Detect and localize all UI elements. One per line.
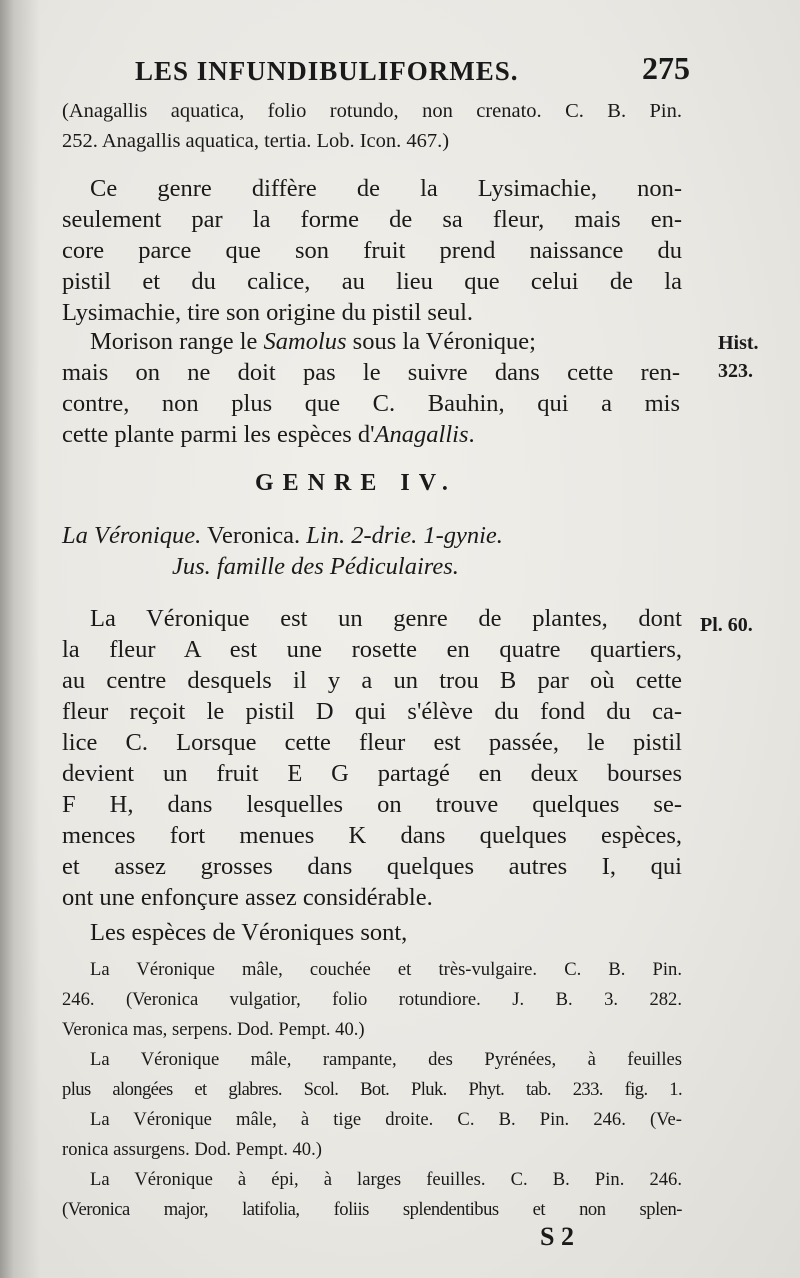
linnaeus-ref: Lin.	[306, 522, 346, 549]
species-line: La Véronique mâle, à tige droite. C. B. Pin. 246. (Ve-	[90, 1109, 682, 1130]
text-line: core parce que son fruit prend naissance du	[62, 237, 682, 264]
reference-line: 252. Anagallis aquatica, tertia. Lob. Icon. 467.)	[62, 130, 450, 152]
italic-term: Anagallis	[374, 421, 469, 448]
species-line: La Véronique à épi, à larges feuilles. C. B. Pin. 246.	[90, 1169, 682, 1190]
text-line	[62, 419, 680, 450]
genus-line	[62, 520, 682, 551]
genus-name: La Véronique.	[62, 522, 202, 549]
text-line	[62, 326, 680, 357]
text-line: Lysimachie, tire son origine du pistil seul.	[62, 299, 473, 326]
text-line: La Véronique est un genre de plantes, dont	[90, 605, 682, 632]
reference-line: (Anagallis aquatica, folio rotundo, non crenato. C. B. Pin.	[62, 100, 682, 122]
species-line: ronica assurgens. Dod. Pempt. 40.)	[62, 1139, 322, 1160]
species-line: La Véronique mâle, rampante, des Pyrénées, à feuilles	[90, 1049, 682, 1070]
species-line: plus alongées et glabres. Scol. Bot. Pluk. Phyt. tab. 233. fig. 1.	[62, 1079, 682, 1100]
species-line: La Véronique mâle, couchée et très-vulgaire. C. B. Pin.	[90, 959, 682, 980]
text-line: mais on ne doit pas le suivre dans cette ren-	[62, 359, 680, 386]
species-line: Veronica mas, serpens. Dod. Pempt. 40.)	[62, 1019, 365, 1040]
text-line: ont une enfonçure assez considérable.	[62, 884, 433, 911]
text-line: devient un fruit E G partagé en deux bourses	[62, 760, 682, 787]
italic-term: Samolus	[263, 328, 347, 355]
paragraph-1	[62, 173, 682, 328]
text-fragment: .	[468, 421, 475, 448]
paragraph-2	[62, 326, 680, 450]
page-number: 275	[642, 50, 690, 86]
species-line: (Veronica major, latifolia, foliis splendentibus et non splen-	[62, 1199, 682, 1220]
margin-note-hist-ref: 323.	[718, 360, 753, 382]
species-line: 246. (Veronica vulgatior, folio rotundiore. J. B. 3. 282.	[62, 989, 682, 1010]
species-intro	[62, 917, 682, 948]
text-line: mences fort menues K dans quelques espèces,	[62, 822, 682, 849]
text-line: contre, non plus que C. Bauhin, qui a mis	[62, 390, 680, 417]
linnaeus-class: 2-drie. 1-gynie.	[345, 522, 503, 549]
genre-heading: GENRE IV.	[255, 470, 457, 496]
signature-mark: S 2	[540, 1222, 574, 1251]
text-line: seulement par la forme de sa fleur, mais en-	[62, 206, 682, 233]
text-line: Les espèces de Véroniques sont,	[90, 919, 408, 946]
genus-latin: Veronica.	[201, 522, 307, 549]
text-line: pistil et du calice, au lieu que celui de la	[62, 268, 682, 295]
text-fragment: Morison range le	[90, 328, 264, 355]
text-line: la fleur A est une rosette en quatre quartiers,	[62, 636, 682, 663]
text-line: F H, dans lesquelles on trouve quelques se-	[62, 791, 682, 818]
page-header	[135, 48, 690, 88]
species-list	[62, 955, 682, 1225]
text-fragment: sous la Véronique;	[346, 328, 536, 355]
paragraph-3	[62, 603, 682, 913]
text-line: lice C. Lorsque cette fleur est passée, le pistil	[62, 729, 682, 756]
margin-note-plate: Pl. 60.	[700, 614, 753, 636]
page-gutter-shadow	[0, 0, 40, 1278]
margin-note-hist: Hist.	[718, 332, 759, 354]
text-fragment: cette plante parmi les espèces d'	[62, 421, 375, 448]
genus-heading	[62, 520, 682, 582]
running-head: LES INFUNDIBULIFORMES.	[135, 56, 519, 86]
text-line: au centre desquels il y a un trou B par où cette	[62, 667, 682, 694]
text-line: fleur reçoit le pistil D qui s'élève du fond du ca-	[62, 698, 682, 725]
reference-block	[62, 96, 682, 156]
text-line: et assez grosses dans quelques autres I, qui	[62, 853, 682, 880]
text-line: Ce genre diffère de la Lysimachie, non-	[90, 175, 682, 202]
jussieu-family: Jus. famille des Pédiculaires.	[172, 553, 459, 580]
